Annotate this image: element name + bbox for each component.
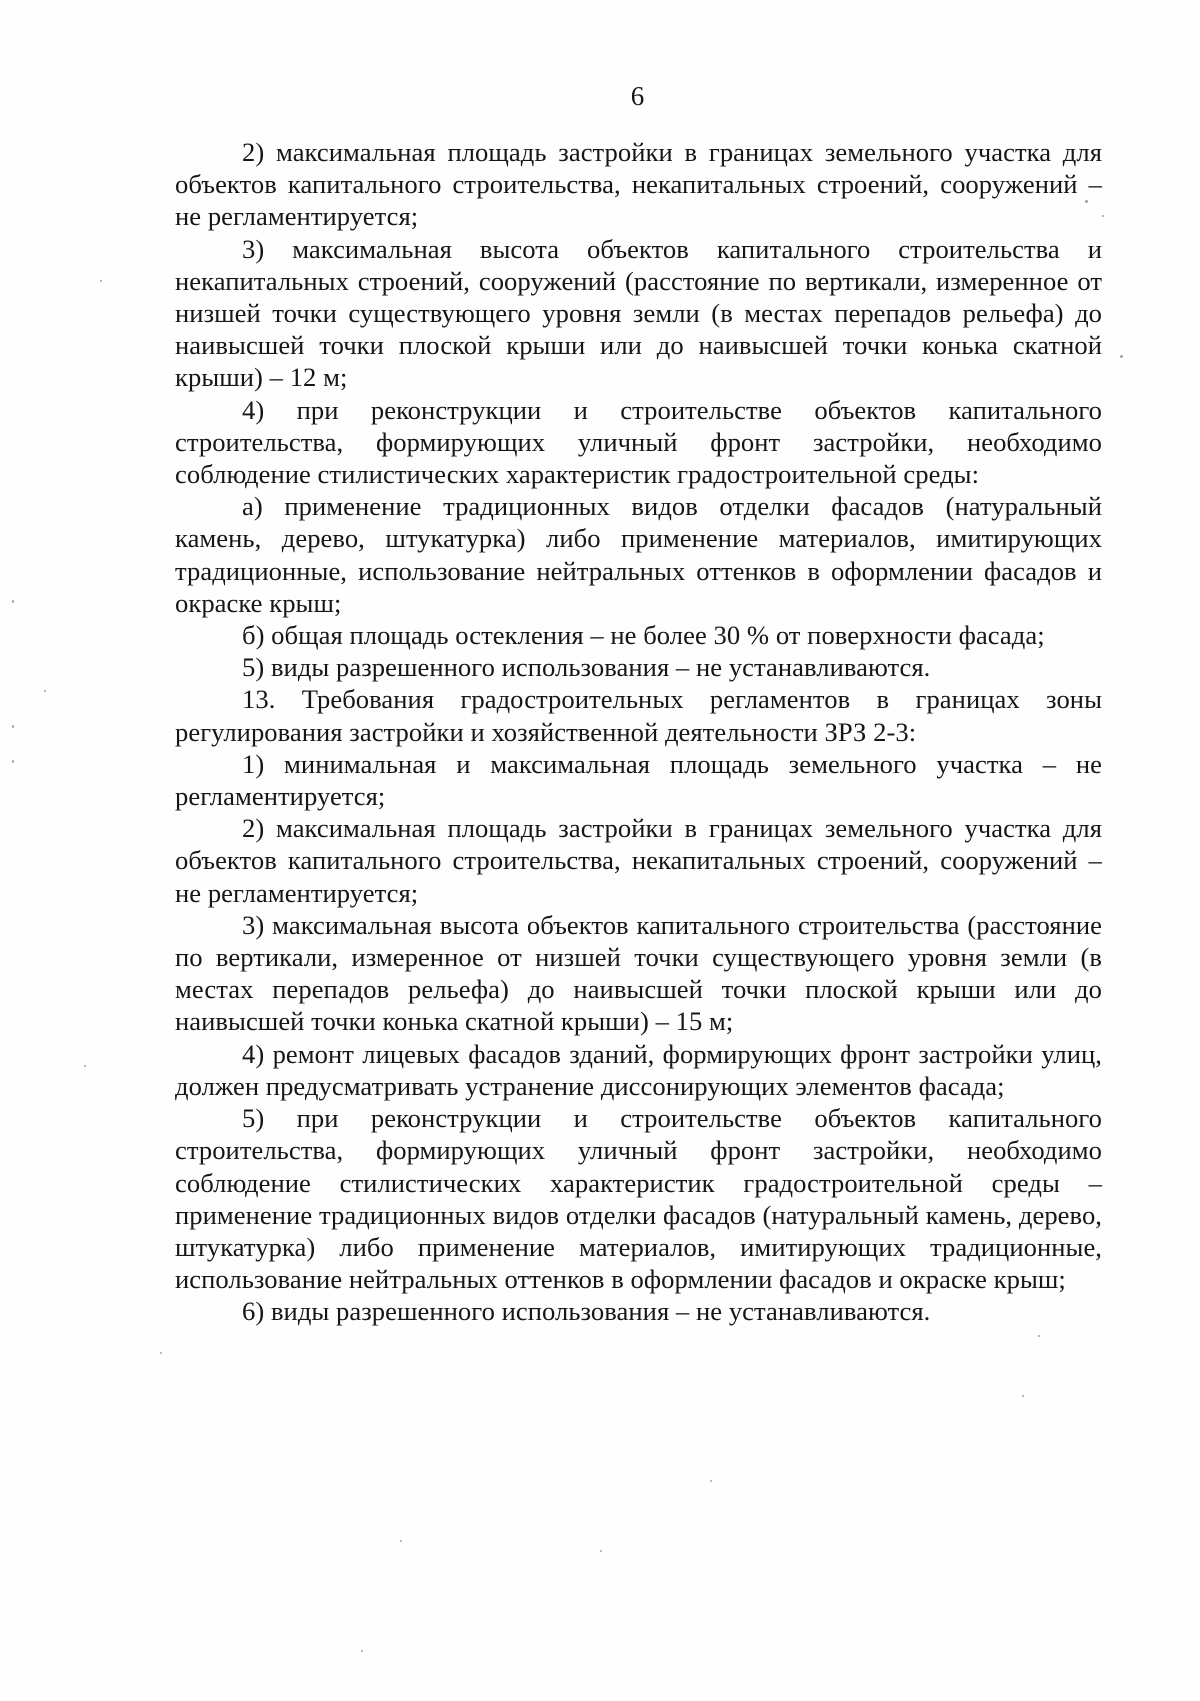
paragraph-subitem-a-finishing: а) применение традиционных видов отделки фасадов (натуральный камень, дерево, штукатурка) либо применение материалов, имитирующих традиционные, использование нейтральных оттенков в оформлении фасадов и окраске крыш; bbox=[175, 491, 1102, 618]
paragraph-subitem-b-glazing: б) общая площадь остекления – не более 30 % от поверхности фасада; bbox=[242, 620, 1045, 651]
scan-speck bbox=[1102, 215, 1104, 217]
paragraph-item-3-max-height-zrz: 3) максимальная высота объектов капитального строительства (расстояние по вертикали, измеренное от низшей точки существующего уровня земли (в местах перепадов рельефа) до наивысшей точки плоской крыши или до наивысшей точки конька скатной крыши) – 15 м; bbox=[175, 909, 1102, 1037]
scan-speck bbox=[160, 1352, 162, 1354]
page-number: 6 bbox=[630, 81, 645, 111]
scan-speck bbox=[1085, 200, 1088, 203]
scan-speck bbox=[12, 760, 14, 763]
document-body bbox=[175, 136, 1102, 1328]
scan-speck bbox=[12, 725, 14, 728]
scan-speck bbox=[400, 1540, 402, 1542]
scan-speck bbox=[361, 1650, 363, 1652]
scan-speck bbox=[1038, 1335, 1040, 1337]
paragraph-item-4-facade-repair: 4) ремонт лицевых фасадов зданий, формирующих фронт застройки улиц, должен предусматривать устранение диссонирующих элементов фасада; bbox=[175, 1038, 1102, 1101]
scan-speck bbox=[600, 1550, 602, 1552]
paragraph-item-2-build-area: 2) максимальная площадь застройки в границах земельного участка для объектов капитального строительства, некапитальных строений, сооружений – не регламентируется; bbox=[175, 137, 1102, 232]
scan-speck bbox=[12, 600, 14, 603]
paragraph-item-3-max-height: 3) максимальная высота объектов капитального строительства и некапитальных строений, сооружений (расстояние по вертикали, измеренное от низшей точки существующего уровня земли (в местах перепадов рельефа) до наивысшей точки плоской крыши или до наивысшей точки конька скатной крыши) – 12 м; bbox=[175, 233, 1102, 393]
scan-speck bbox=[710, 1480, 712, 1482]
paragraph-item-4-reconstruction: 4) при реконструкции и строительстве объектов капитального строительства, формирующих уличный фронт застройки, необходимо соблюдение стилистических характеристик градостроительной среды: bbox=[175, 394, 1102, 490]
scan-speck bbox=[44, 690, 46, 692]
paragraph-item-5-reconstruction-zrz: 5) при реконструкции и строительстве объектов капитального строительства, формирующих уличный фронт застройки, необходимо соблюдение стилистических характеристик градостроительной среды – применение традиционных видов отделки фасадов (натуральный камень, дерево, штукатурка) либо применение материалов, имитирующих традиционные, использование нейтральных оттенков в оформлении фасадов и окраске крыш; bbox=[175, 1103, 1102, 1295]
scan-speck bbox=[100, 280, 102, 282]
scan-speck bbox=[1120, 355, 1123, 358]
paragraph-item-2-build-area-zrz: 2) максимальная площадь застройки в границах земельного участка для объектов капитального строительства, некапитальных строений, сооружений – не регламентируется; bbox=[175, 813, 1102, 908]
paragraph-item-6-permitted-use: 6) виды разрешенного использования – не устанавливаются. bbox=[242, 1296, 931, 1327]
scan-speck bbox=[1022, 1395, 1024, 1397]
paragraph-item-5-permitted-use: 5) виды разрешенного использования – не устанавливаются. bbox=[242, 652, 931, 683]
scan-speck bbox=[84, 1065, 86, 1067]
paragraph-item-1-plot-area: 1) минимальная и максимальная площадь земельного участка – не регламентируется; bbox=[175, 748, 1102, 812]
paragraph-section-13-heading: 13. Требования градостроительных регламентов в границах зоны регулирования застройки и хозяйственной деятельности ЗРЗ 2-3: bbox=[175, 684, 1102, 747]
